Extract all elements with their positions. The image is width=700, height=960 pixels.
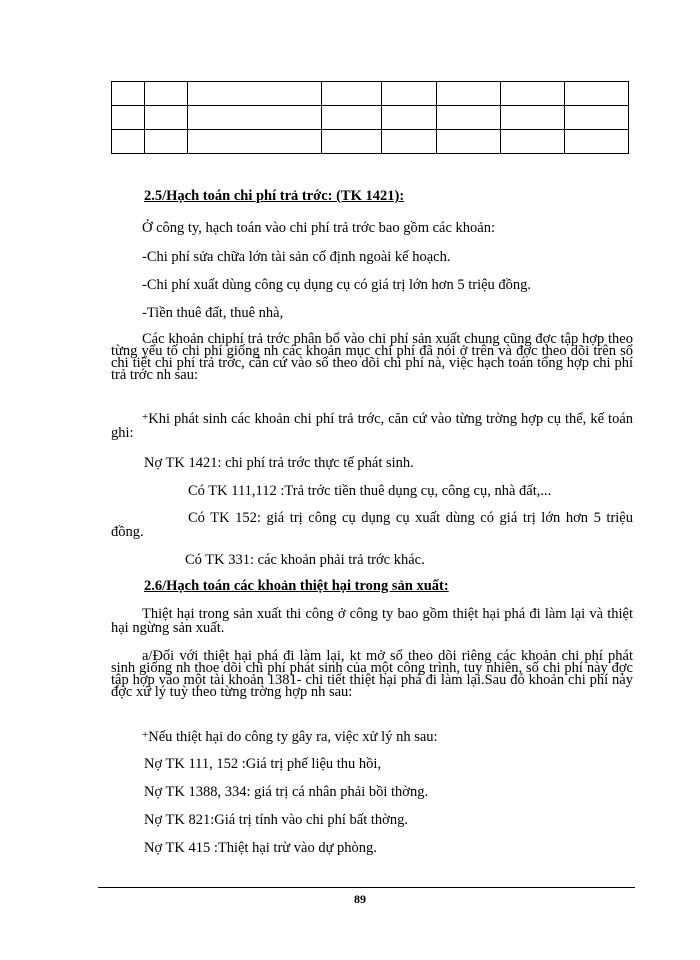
- journal-entry-debit: Nợ TK 111, 152 :Giá trị phế liệu thu hồi,: [144, 756, 382, 772]
- journal-entry-debit: Nợ TK 1421: chi phí trả trớc thực tế phát sinh.: [144, 455, 414, 471]
- table-cell: [112, 82, 145, 106]
- paragraph-prepaid-allocation: Các khoản chiphí trả trớc phân bổ vào chi phí sản xuất chung cũng đợc tập hợp theo từng yếu tố chi phí giống nh các khoản mục chi phí đã nói ở trên và đợc theo dõi trên sổ chi tiết chi phí trả trớc, căn cứ vào sổ theo dõi chi phí nà, việc hạch toán tổng hợp chi phí trả trớc nh sau:: [111, 331, 633, 383]
- journal-entry-credit: Có TK 111,112 :Trả trớc tiền thuê dụng cụ, công cụ, nhà đất,...: [188, 483, 552, 499]
- table-cell: [188, 130, 322, 154]
- table-cell: [501, 106, 565, 130]
- plus-mark: +: [142, 411, 149, 423]
- table-row: [112, 82, 629, 106]
- table-cell: [382, 130, 437, 154]
- table-cell: [145, 106, 188, 130]
- table-cell: [437, 106, 501, 130]
- table-cell: [565, 82, 629, 106]
- table-cell: [322, 82, 382, 106]
- journal-entry-debit: Nợ TK 415 :Thiệt hại trừ vào dự phòng.: [144, 840, 377, 856]
- journal-entry-debit: Nợ TK 1388, 334: giá trị cá nhân phải bồi thờng.: [144, 784, 429, 800]
- table-cell: [322, 130, 382, 154]
- table-cell: [188, 106, 322, 130]
- case-text: Khi phát sinh các khoản chi phí trả trớc, căn cứ vào từng trờng hợp cụ thể, kế toán ghi:: [111, 411, 633, 441]
- table-cell: [501, 82, 565, 106]
- table-cell: [145, 130, 188, 154]
- table-cell: [382, 82, 437, 106]
- table-cell: [501, 130, 565, 154]
- section-heading-2-5: 2.5/Hạch toán chi phí trả trớc: (TK 1421):: [144, 188, 405, 204]
- intro-line: Ở công ty, hạch toán vào chi phí trả trớc bao gồm các khoản:: [142, 220, 495, 236]
- journal-entry-credit: Có TK 331: các khoản phải trả trớc khác.: [185, 552, 425, 568]
- list-item: -Chi phí sửa chữa lớn tài sản cố định ngoài kế hoạch.: [142, 249, 451, 265]
- section-heading-2-6: 2.6/Hạch toán các khoản thiệt hại trong sản xuất:: [144, 578, 449, 594]
- table-cell: [145, 82, 188, 106]
- list-item: -Tiền thuê đất, thuê nhà,: [142, 305, 284, 321]
- table-cell: [112, 130, 145, 154]
- table-cell: [565, 130, 629, 154]
- journal-entry-credit: Có TK 152: giá trị công cụ dụng cụ xuất dùng có giá trị lớn hơn 5 triệu đồng.: [111, 510, 633, 540]
- footer-rule: [98, 887, 635, 888]
- table-cell: [437, 130, 501, 154]
- table-cell: [437, 82, 501, 106]
- table-cell: [382, 106, 437, 130]
- plus-mark: +: [142, 729, 149, 741]
- journal-entry-debit: Nợ TK 821:Giá trị tính vào chi phí bất thờng.: [144, 812, 408, 828]
- table-cell: [322, 106, 382, 130]
- case-line: [142, 727, 438, 745]
- paragraph-damage: Thiệt hại trong sản xuất thi công ở công ty bao gồm thiệt hại phá đi làm lại và thiệt hại ngừng sản xuất.: [111, 606, 633, 636]
- table-row: [112, 106, 629, 130]
- list-item: -Chi phí xuất dùng công cụ dụng cụ có giá trị lớn hơn 5 triệu đồng.: [142, 277, 532, 293]
- data-table: [111, 81, 629, 154]
- table-cell: [188, 82, 322, 106]
- case-text: Nếu thiệt hại do công ty gây ra, việc xử lý nh sau:: [148, 729, 438, 745]
- table-row: [112, 130, 629, 154]
- table-cell: [565, 106, 629, 130]
- table-cell: [112, 106, 145, 130]
- page-number: 89: [354, 892, 366, 906]
- data-table-body: [112, 82, 629, 154]
- paragraph-rework: a/Đối với thiệt hại phá đi làm lại, kt mở sổ theo dõi riêng các khoản chi phí phát sinh giống nh thoe dõi chi phí phát sinh của một công trình, tuy nhiên, số chi phí này đợc tập hợp vào một tài khoản 1381- chi tiết thiệt hại phá đi làm lại.Sau đó khoản chi phí này đợc xử lý tuỳ theo từng trờng hợp nh sau:: [111, 648, 633, 700]
- paragraph-case-prepaid: [111, 410, 633, 440]
